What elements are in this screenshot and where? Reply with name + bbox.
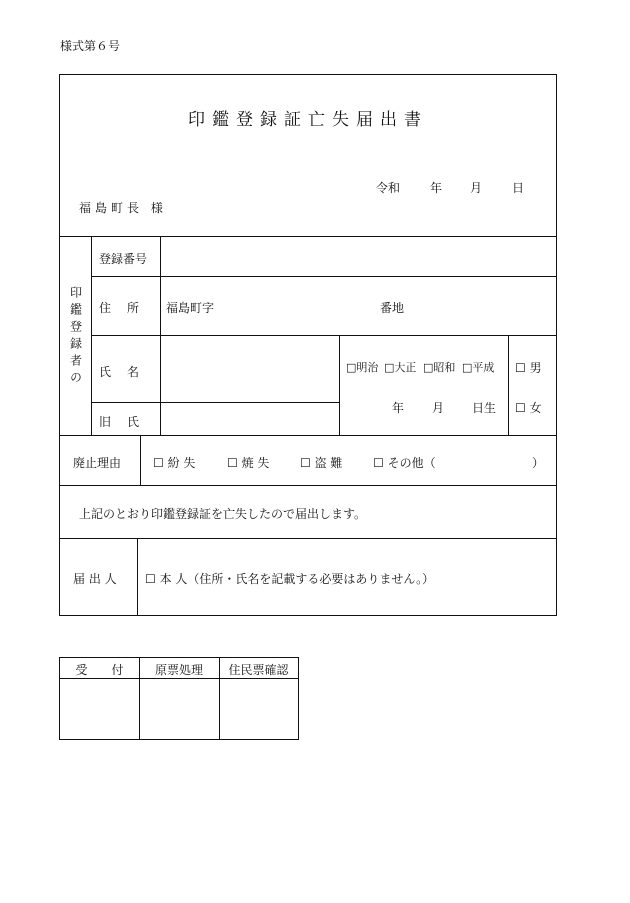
reason-lost-checkbox[interactable]: ☐ 紛 失 (153, 456, 196, 470)
divider-header (60, 236, 556, 237)
vline-reason (140, 435, 141, 485)
office-header-divider (60, 678, 298, 679)
era-meiji-checkbox[interactable]: □明治 (346, 361, 379, 374)
name-label: 氏 名 (99, 365, 142, 379)
notifier-label: 届 出 人 (73, 572, 117, 586)
date-month: 月 (470, 181, 483, 195)
vline-labels (160, 236, 161, 435)
era-showa-checkbox[interactable]: □昭和 (423, 361, 456, 374)
vline-birth (339, 335, 340, 435)
gender-male-checkbox[interactable]: ☐ 男 (515, 361, 542, 375)
reason-other-checkbox[interactable]: ☐ その他（ (373, 456, 436, 470)
reason-burned-checkbox[interactable]: ☐ 焼 失 (227, 456, 270, 470)
regno-label: 登録番号 (99, 252, 148, 266)
vline-registrant (91, 236, 92, 435)
vline-gender (508, 335, 509, 435)
birth-day: 日生 (472, 401, 497, 415)
date-era: 令和 (376, 181, 401, 195)
reason-stolen-checkbox[interactable]: ☐ 盗 難 (300, 456, 343, 470)
form-main-table (59, 74, 557, 616)
birth-month: 月 (432, 401, 445, 415)
vline-notifier (137, 538, 138, 615)
date-year: 年 (430, 181, 443, 195)
addressee: 福島町長 様 (79, 201, 167, 215)
notifier-self-checkbox[interactable]: ☐ 本 人（住所・氏名を記載する必要はありません。） (145, 572, 435, 586)
address-suffix: 番地 (380, 301, 405, 315)
reason-label: 廃止理由 (73, 456, 122, 470)
divider-statement (60, 538, 556, 539)
divider-registrant (60, 435, 556, 436)
address-label: 住 所 (99, 301, 142, 315)
era-taisho-checkbox[interactable]: □大正 (384, 361, 417, 374)
office-header-ledger: 原票処理 (154, 663, 203, 677)
former-name-label: 旧 氏 (99, 415, 142, 429)
registrant-section-label: 印鑑登録者の (68, 286, 83, 388)
statement-text: 上記のとおり印鑑登録証を亡失したので届出します。 (79, 507, 367, 521)
office-header-reception: 受 付 (75, 663, 124, 677)
era-heisei-checkbox[interactable]: □平成 (462, 361, 495, 374)
gender-female-checkbox[interactable]: ☐ 女 (515, 401, 542, 415)
form-title: 印鑑登録証亡失届出書 (188, 110, 428, 130)
form-number: 様式第６号 (60, 39, 121, 53)
office-header-resident-check: 住民票確認 (228, 663, 289, 677)
address-prefix: 福島町字 (166, 301, 215, 315)
date-day: 日 (512, 181, 525, 195)
divider-name (91, 402, 339, 403)
office-use-table (59, 657, 299, 740)
reason-other-close: ） (532, 456, 545, 470)
birth-year: 年 (392, 401, 405, 415)
divider-reason (60, 485, 556, 486)
